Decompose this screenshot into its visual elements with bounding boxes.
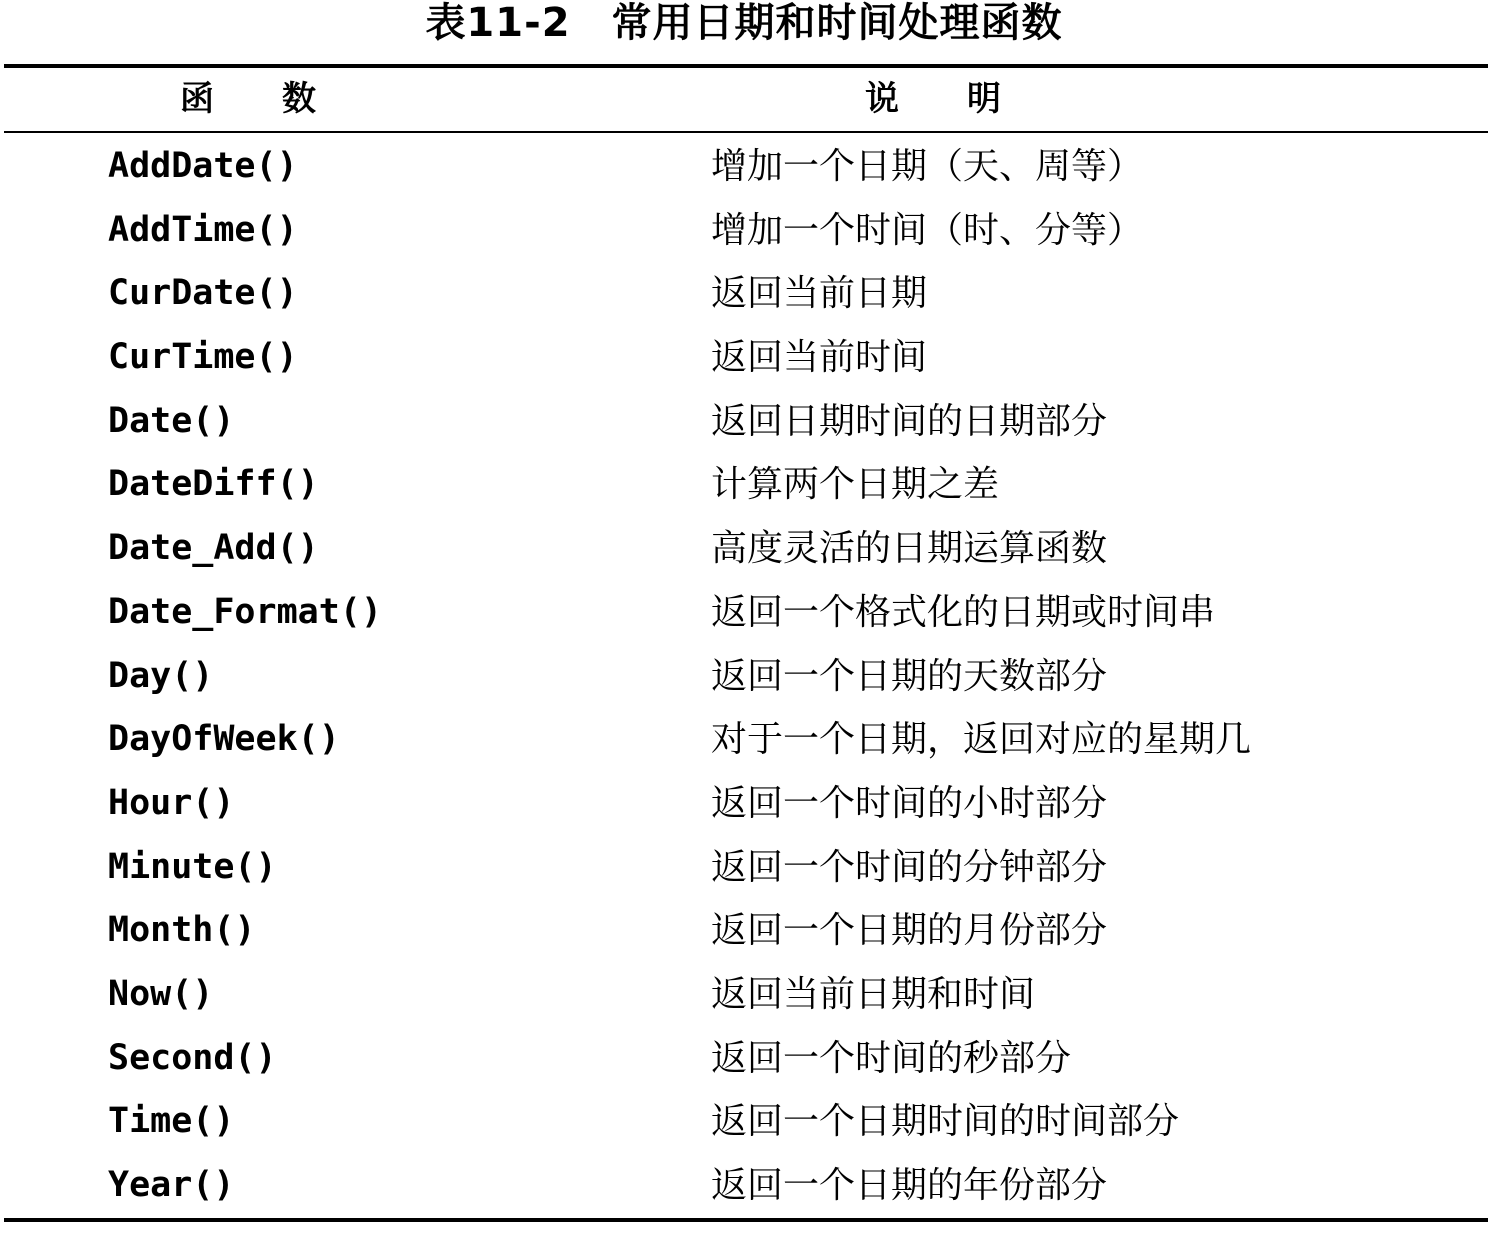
function-name-cell: Month() [108, 910, 256, 951]
function-name-cell: AddDate() [108, 146, 298, 186]
function-name-cell: CurDate() [108, 273, 298, 314]
description-cell: 返回一个时间的秒部分 [711, 1037, 1072, 1079]
table-row [0, 1027, 1488, 1091]
function-name-cell: DayOfWeek() [108, 719, 340, 760]
table-row [0, 1154, 1488, 1218]
table-row [0, 1090, 1488, 1154]
column-header-function: 函 数 [180, 79, 316, 119]
table-row [0, 963, 1488, 1027]
function-name-cell: Date_Format() [108, 591, 382, 632]
function-name-cell: Second() [108, 1037, 277, 1078]
function-name-cell: Hour() [108, 782, 235, 823]
table-row [0, 581, 1488, 645]
description-cell: 增加一个日期（天、周等） [711, 146, 1144, 187]
column-header-description: 说 明 [865, 79, 1001, 119]
description-cell: 对于一个日期，返回对应的星期几 [711, 719, 1252, 761]
function-name-cell: AddTime() [108, 209, 298, 250]
table-row [0, 453, 1488, 517]
description-cell: 返回一个日期的天数部分 [711, 655, 1108, 697]
table-row [0, 390, 1488, 454]
description-cell: 返回日期时间的日期部分 [711, 400, 1108, 442]
table-row [0, 326, 1488, 390]
function-name-cell: DateDiff() [108, 464, 319, 505]
function-name-cell: Minute() [108, 846, 277, 887]
description-cell: 返回当前日期和时间 [711, 973, 1036, 1015]
table-row [0, 199, 1488, 263]
table-row [0, 262, 1488, 326]
description-cell: 返回一个日期的月份部分 [711, 910, 1108, 952]
description-cell: 高度灵活的日期运算函数 [711, 528, 1108, 570]
function-name-cell: Date() [108, 400, 235, 441]
table-row [0, 645, 1488, 709]
description-cell: 返回当前日期 [711, 273, 928, 315]
description-cell: 返回一个时间的分钟部分 [711, 846, 1108, 888]
description-cell: 增加一个时间（时、分等） [711, 209, 1144, 251]
table-header-rule [4, 131, 1488, 133]
function-name-cell: Day() [108, 655, 214, 696]
description-cell: 计算两个日期之差 [711, 464, 1000, 506]
function-name-cell: Year() [108, 1165, 235, 1205]
table-body [0, 135, 1488, 1218]
table-row [0, 899, 1488, 963]
table-bottom-rule [4, 1218, 1488, 1222]
function-name-cell: CurTime() [108, 337, 298, 378]
table-row [0, 517, 1488, 581]
description-cell: 返回一个日期的年份部分 [711, 1165, 1108, 1206]
table-row [0, 135, 1488, 199]
function-name-cell: Now() [108, 973, 214, 1014]
description-cell: 返回一个日期时间的时间部分 [711, 1101, 1180, 1143]
table-row [0, 772, 1488, 836]
table-row [0, 836, 1488, 900]
description-cell: 返回一个时间的小时部分 [711, 782, 1108, 824]
function-name-cell: Date_Add() [108, 528, 319, 569]
description-cell: 返回一个格式化的日期或时间串 [711, 591, 1216, 633]
table-caption: 表11-2 常用日期和时间处理函数 [425, 0, 1063, 46]
description-cell: 返回当前时间 [711, 337, 928, 379]
table-row [0, 708, 1488, 772]
function-name-cell: Time() [108, 1101, 235, 1142]
